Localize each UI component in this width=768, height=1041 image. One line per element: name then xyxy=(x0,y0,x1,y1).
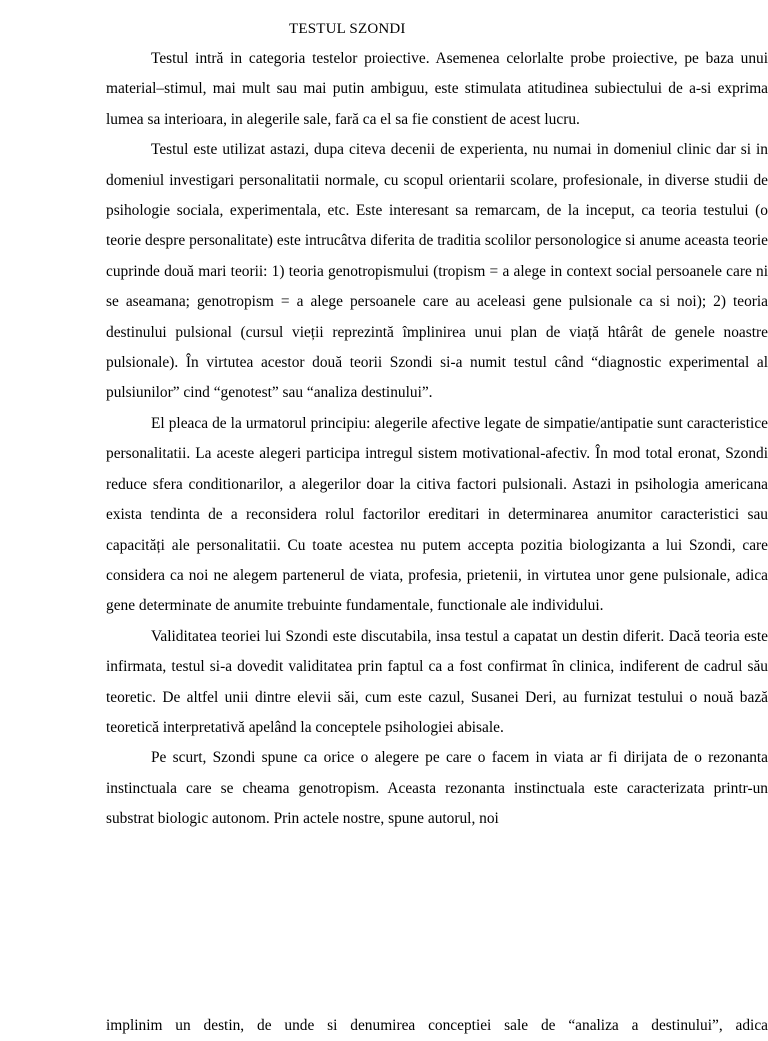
paragraph-1: Testul intră in categoria testelor proiective. Asemenea celorlalte probe proiective, pe baza unui material–stimul, mai mult sau mai putin ambiguu, este stimulata atitudinea subiectului de a-si exprima lumea sa interioara, in alegerile sale, fară ca el sa fie constient de acest lucru. xyxy=(106,50,768,128)
paragraph-4: Validitatea teoriei lui Szondi este discutabila, insa testul a capatat un destin diferit. Dacă teoria este infirmata, testul si-a dovedit validitatea prin faptul ca a fost confirmat în clinica, indiferent de cadrul său teoretic. De altfel unii dintre elevii săi, cum este cazul, Susanei Deri, au furnizat testului o nouă bază teoretică interpretativă apelând la conceptele psihologiei abisale. xyxy=(106,627,768,736)
paragraph-3: El pleaca de la urmatorul principiu: alegerile afective legate de simpatie/antipatie sunt caracteristice personalitatii. La aceste alegeri participa intregul sistem motivational-afectiv. În mod total eronat, Szondi reduce sfera conditionarilor, a alegerilor doar la citiva factori pulsionali. Astazi in psihologia americana exista tendinta de a reconsidera rolul factorilor ereditari in determinarea anumitor caracteristici sau capacități ale personalitatii. Cu toate acestea nu putem accepta pozitia biologizanta a lui Szondi, care considera ca noi ne alegem partenerul de viata, profesia, prietenii, in virtutea unor gene pulsionale, adica gene determinate de anumite trebuinte fundamentale, functionale ale individului. xyxy=(106,414,768,615)
document-title: TESTUL SZONDI xyxy=(289,21,406,37)
paragraph-2: Testul este utilizat astazi, dupa citeva decenii de experienta, nu numai in domeniul clinic dar si in domeniul investigari personalitatii normale, cu scopul orientarii scolare, profesionale, in diverse studii de psihologie sociala, experimentala, etc. Este interesant sa remarcam, de la inceput, ca teoria testului (o teorie despre personalitate) este intrucâtva diferita de traditia scolilor personologice si anume aceasta teorie cuprinde două mari teorii: 1) teoria genotropismului (tropism = a alege in context social persoanele care ni se aseamana; genotropism = a alege persoanele care au aceleasi gene pulsionale ca si noi); 2) teoria destinului pulsional (cursul vieții reprezintă împlinirea unui plan de viață htârât de genele noastre pulsionale). În virtutea acestor două teorii Szondi si-a numit testul când “diagnostic experimental al pulsiunilor” cind “genotest” sau “analiza destinului”. xyxy=(106,141,768,402)
paragraph-5: Pe scurt, Szondi spune ca orice o alegere pe care o facem in viata ar fi dirijata de o rezonanta instinctuala care se cheama genotropism. Aceasta rezonanta instinctuala este caracterizata printr-un substrat biologic autonom. Prin actele nostre, spune autorul, noi xyxy=(106,749,768,828)
next-page-line: implinim un destin, de unde si denumirea conceptiei sale de “analiza a destinului”, adica xyxy=(106,1017,768,1034)
document-page xyxy=(106,14,768,835)
